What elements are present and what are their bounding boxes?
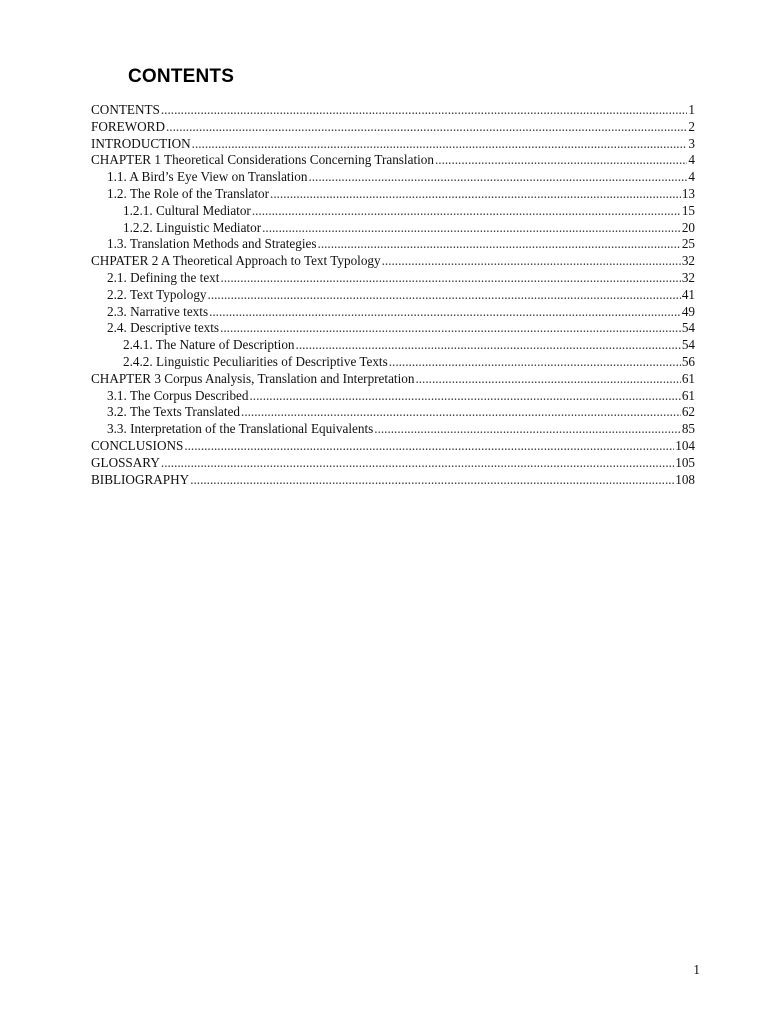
toc-entry-page: 104 — [675, 437, 695, 453]
toc-entry[interactable] — [91, 455, 695, 472]
toc-entry[interactable] — [91, 236, 695, 253]
toc-entry[interactable] — [91, 169, 695, 186]
toc-entry-page: 85 — [681, 421, 695, 437]
toc-entry[interactable] — [91, 136, 695, 153]
toc-entry[interactable] — [91, 388, 695, 405]
toc-entry-label: 1.2. The Role of the Translator — [107, 185, 270, 201]
toc-entry[interactable] — [91, 438, 695, 455]
toc-dot-leader — [220, 320, 681, 337]
toc-entry-page: 105 — [675, 454, 695, 470]
toc-entry[interactable] — [91, 304, 695, 321]
toc-entry-label: 3.3. Interpretation of the Translational Equivalents — [107, 421, 374, 437]
toc-dot-leader — [252, 203, 681, 220]
toc-entry-page: 54 — [681, 337, 695, 353]
toc-entry[interactable] — [91, 421, 695, 438]
toc-dot-leader — [241, 404, 681, 421]
toc-entry[interactable] — [91, 186, 695, 203]
toc-entry-label: FOREWORD — [91, 118, 165, 134]
toc-dot-leader — [318, 236, 681, 253]
toc-entry-label: BIBLIOGRAPHY — [91, 471, 190, 487]
toc-dot-leader — [415, 371, 680, 388]
toc-entry[interactable] — [91, 320, 695, 337]
toc-entry-label: 1.2.2. Linguistic Mediator — [123, 219, 262, 235]
toc-entry-label: 2.2. Text Typology — [107, 286, 207, 302]
toc-dot-leader — [208, 287, 681, 304]
toc-dot-leader — [262, 220, 681, 237]
toc-entry-page: 25 — [681, 236, 695, 252]
toc-entry-label: CONCLUSIONS — [91, 437, 184, 453]
toc-dot-leader — [166, 119, 687, 136]
table-of-contents — [91, 102, 695, 488]
page-number: 1 — [693, 962, 700, 977]
toc-dot-leader — [374, 421, 681, 438]
toc-entry[interactable] — [91, 270, 695, 287]
toc-entry-page: 32 — [681, 253, 695, 269]
toc-entry-label: 3.1. The Corpus Described — [107, 387, 249, 403]
toc-entry-label: 1.3. Translation Methods and Strategies — [107, 236, 317, 252]
toc-entry-page: 32 — [681, 269, 695, 285]
toc-entry[interactable] — [91, 354, 695, 371]
toc-entry-label: 2.1. Defining the text — [107, 269, 220, 285]
toc-entry-page: 54 — [681, 320, 695, 336]
toc-entry-page: 20 — [681, 219, 695, 235]
toc-dot-leader — [220, 270, 680, 287]
toc-entry-page: 13 — [681, 185, 695, 201]
toc-entry[interactable] — [91, 404, 695, 421]
toc-entry-label: CHAPTER 3 Corpus Analysis, Translation and Interpretation — [91, 370, 415, 386]
toc-entry-label: CHPATER 2 A Theoretical Approach to Text Typology — [91, 253, 381, 269]
toc-entry[interactable] — [91, 119, 695, 136]
toc-entry-page: 56 — [681, 353, 695, 369]
toc-entry-page: 108 — [675, 471, 695, 487]
toc-entry-label: 2.4.2. Linguistic Peculiarities of Descriptive Texts — [123, 353, 388, 369]
toc-dot-leader — [389, 354, 681, 371]
toc-entry-page: 1 — [688, 102, 695, 117]
toc-entry[interactable] — [91, 371, 695, 388]
toc-entry-page: 49 — [681, 303, 695, 319]
toc-entry-page: 61 — [681, 387, 695, 403]
toc-dot-leader — [250, 388, 681, 405]
toc-dot-leader — [296, 337, 681, 354]
toc-entry[interactable] — [91, 287, 695, 304]
toc-entry-page: 15 — [681, 202, 695, 218]
toc-entry-label: 1.1. A Bird’s Eye View on Translation — [107, 169, 308, 185]
toc-entry-label: CONTENTS — [91, 102, 160, 117]
toc-dot-leader — [435, 152, 687, 169]
toc-entry[interactable] — [91, 203, 695, 220]
toc-dot-leader — [192, 136, 688, 153]
toc-entry[interactable] — [91, 152, 695, 169]
toc-dot-leader — [161, 455, 674, 472]
toc-entry-page: 3 — [688, 135, 695, 151]
toc-dot-leader — [190, 472, 674, 489]
toc-entry-label: INTRODUCTION — [91, 135, 191, 151]
toc-entry-page: 4 — [688, 169, 695, 185]
toc-entry-label: 1.2.1. Cultural Mediator — [123, 202, 251, 218]
toc-entry[interactable] — [91, 253, 695, 270]
toc-dot-leader — [184, 438, 674, 455]
toc-entry-label: 3.2. The Texts Translated — [107, 404, 241, 420]
toc-entry-label: 2.4.1. The Nature of Description — [123, 337, 295, 353]
toc-entry[interactable] — [91, 337, 695, 354]
toc-entry-label: 2.4. Descriptive texts — [107, 320, 220, 336]
page-title: CONTENTS — [128, 66, 235, 87]
toc-dot-leader — [308, 169, 687, 186]
toc-entry[interactable] — [91, 102, 695, 119]
toc-entry-page: 4 — [688, 152, 695, 168]
toc-entry[interactable] — [91, 472, 695, 489]
toc-entry-label: 2.3. Narrative texts — [107, 303, 209, 319]
toc-entry-page: 62 — [681, 404, 695, 420]
toc-entry-page: 41 — [681, 286, 695, 302]
toc-entry-label: GLOSSARY — [91, 454, 160, 470]
toc-entry-label: CHAPTER 1 Theoretical Considerations Concerning Translation — [91, 152, 434, 168]
toc-entry-page: 61 — [681, 370, 695, 386]
toc-entry[interactable] — [91, 220, 695, 237]
toc-dot-leader — [209, 304, 681, 321]
toc-entry-page: 2 — [688, 118, 695, 134]
toc-dot-leader — [161, 102, 688, 119]
toc-dot-leader — [270, 186, 681, 203]
toc-dot-leader — [382, 253, 681, 270]
